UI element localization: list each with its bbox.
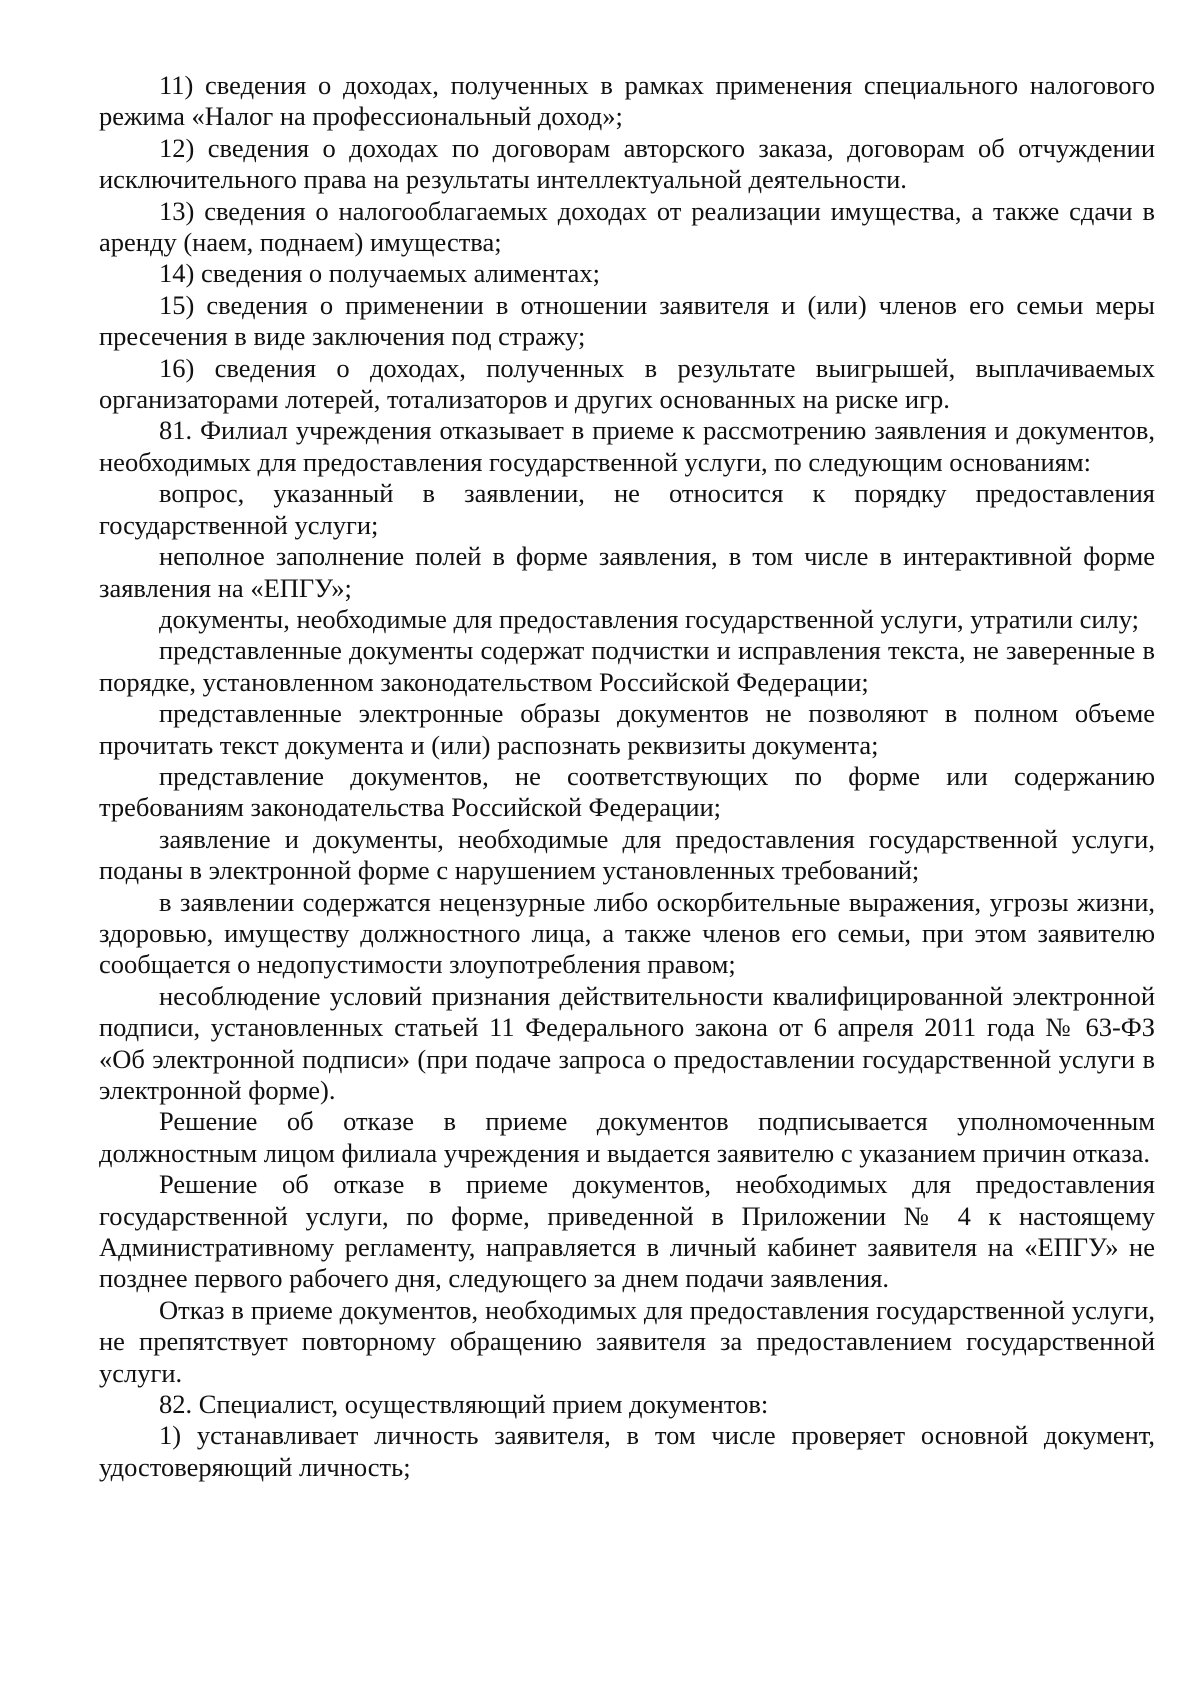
refusal-decision-paragraph: Решение об отказе в приеме документов подписывается уполномоченным должностным лицом филиала учреждения и выдается заявителю с указанием причин отказа. xyxy=(99,1106,1155,1168)
refusal-form-paragraph: Решение об отказе в приеме документов, необходимых для предоставления государственной услуги, по форме, приведенной в Приложении № 4 к настоящему Административному регламенту, направляется в личный кабинет заявителя на «ЕПГУ» не позднее первого рабочего дня, следующего за днем подачи заявления. xyxy=(99,1169,1155,1294)
document-page xyxy=(99,70,1155,1483)
section-82-heading: 82. Специалист, осуществляющий прием документов: xyxy=(159,1389,769,1420)
paragraph-15: 15) сведения о применении в отношении заявителя и (или) членов его семьи меры пресечения в виде заключения под стражу; xyxy=(99,289,1155,352)
repeat-request-paragraph: Отказ в приеме документов, необходимых для предоставления государственной услуги, не препятствует повторному обращению заявителя за предоставлением государственной услуги. xyxy=(99,1294,1155,1388)
ground-item: заявление и документы, необходимые для предоставления государственной услуги, поданы в электронной форме с нарушением установленных требований; xyxy=(99,823,1155,886)
ground-item: вопрос, указанный в заявлении, не относится к порядку предоставления государственной услуги; xyxy=(99,478,1155,540)
ground-item: представленные документы содержат подчистки и исправления текста, не заверенные в порядке, установленном законодательством Российской Федерации; xyxy=(99,635,1155,697)
ground-item: в заявлении содержатся нецензурные либо оскорбительные выражения, угрозы жизни, здоровью, имуществу должностного лица, а также членов его семьи, при этом заявителю сообщается о недопустимости злоупотребления правом; xyxy=(99,886,1155,980)
section-81-heading: 81. Филиал учреждения отказывает в приеме к рассмотрению заявления и документов, необходимых для предоставления государственной услуги, по следующим основаниям: xyxy=(99,415,1155,477)
ground-item: представленные электронные образы документов не позволяют в полном объеме прочитать текст документа и (или) распознать реквизиты документа; xyxy=(99,698,1155,760)
ground-item: неполное заполнение полей в форме заявления, в том числе в интерактивной форме заявления на «ЕПГУ»; xyxy=(99,541,1155,603)
ground-item: несоблюдение условий признания действительности квалифицированной электронной подписи, установленных статьей 11 Федерального закона от 6 апреля 2011 года № 63-ФЗ «Об электронной подписи» (при подаче запроса о предоставлении государственной услуги в электронной форме). xyxy=(99,980,1155,1105)
paragraph-13: 13) сведения о налогооблагаемых доходах от реализации имущества, а также сдачи в аренду (наем, поднаем) имущества; xyxy=(99,195,1155,258)
ground-item: документы, необходимые для предоставления государственной услуги, утратили силу; xyxy=(159,603,1139,634)
paragraph-16: 16) сведения о доходах, полученных в результате выигрышей, выплачиваемых организаторами лотерей, тотализаторов и других основанных на риске игр. xyxy=(99,352,1155,415)
section-82-item-1: 1) устанавливает личность заявителя, в том числе проверяет основной документ, удостоверяющий личность; xyxy=(99,1420,1155,1482)
ground-item: представление документов, не соответствующих по форме или содержанию требованиям законодательства Российской Федерации; xyxy=(99,760,1155,823)
paragraph-11: 11) сведения о доходах, полученных в рамках применения специального налогового режима «Налог на профессиональный доход»; xyxy=(99,70,1155,132)
paragraph-12: 12) сведения о доходах по договорам авторского заказа, договорам об отчуждении исключительного права на результаты интеллектуальной деятельности. xyxy=(99,132,1155,195)
paragraph-14: 14) сведения о получаемых алиментах; xyxy=(159,258,601,289)
